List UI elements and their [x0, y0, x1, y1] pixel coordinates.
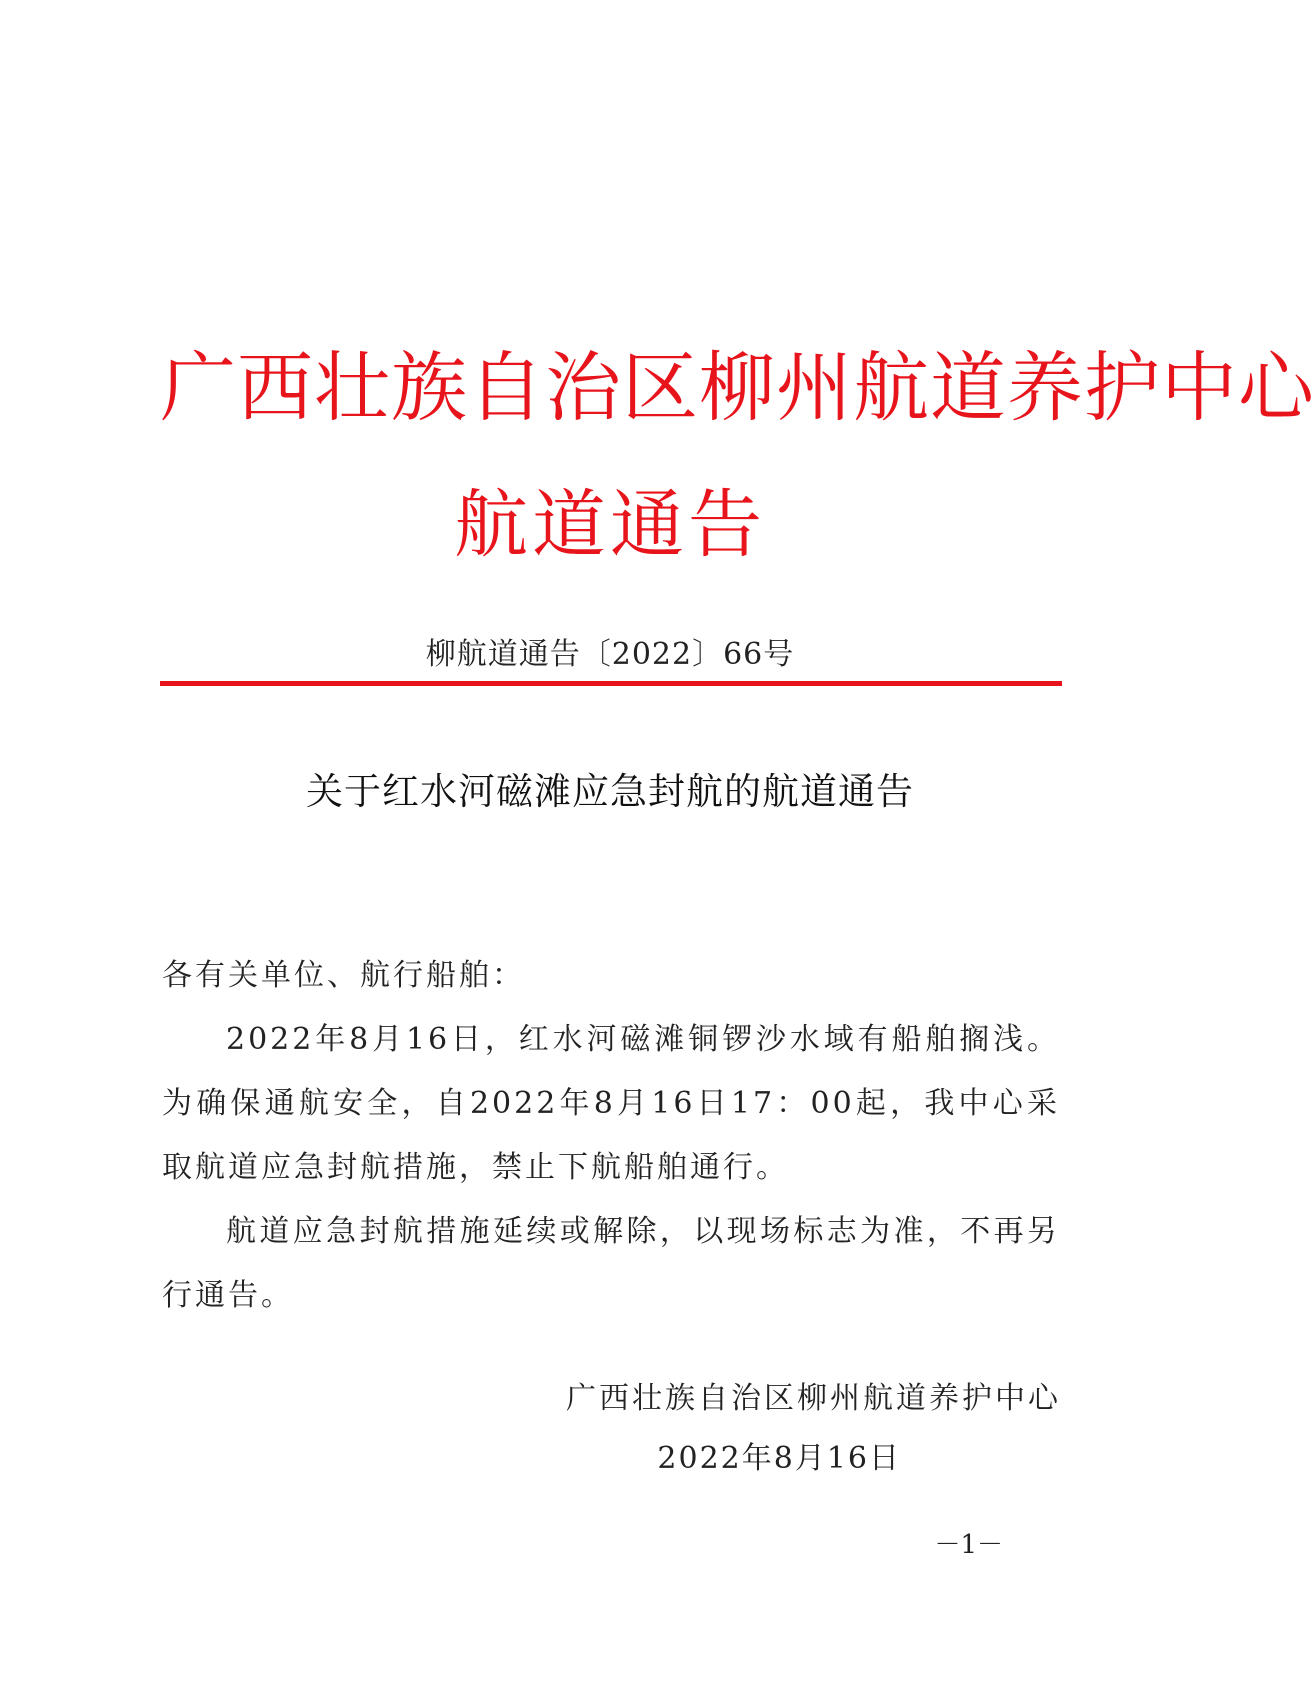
body-paragraph-2: 航道应急封航措施延续或解除，以现场标志为准，不再另行通告。 — [162, 1214, 1060, 1313]
issuing-organization-title: 广西壮族自治区柳州航道养护中心 — [160, 343, 1315, 432]
red-separator-line — [160, 681, 1062, 686]
signature-organization: 广西壮族自治区柳州航道养护中心 — [566, 1381, 1061, 1416]
salutation: 各有关单位、航行船舶： — [162, 958, 525, 993]
page-number: －1－ — [934, 1530, 1003, 1560]
document-type-title: 航道通告 — [454, 482, 766, 568]
signature-date: 2022年8月16日 — [657, 1441, 901, 1476]
document-number: 柳航道通告〔2022〕66号 — [425, 637, 795, 672]
notice-subject: 关于红水河磁滩应急封航的航道通告 — [306, 770, 914, 813]
body-paragraph-1: 2022年8月16日，红水河磁滩铜锣沙水域有船舶搁浅。为确保通航安全，自2022年8月16日17：00起，我中心采取航道应急封航措施，禁止下航船舶通行。 — [162, 1022, 1060, 1185]
